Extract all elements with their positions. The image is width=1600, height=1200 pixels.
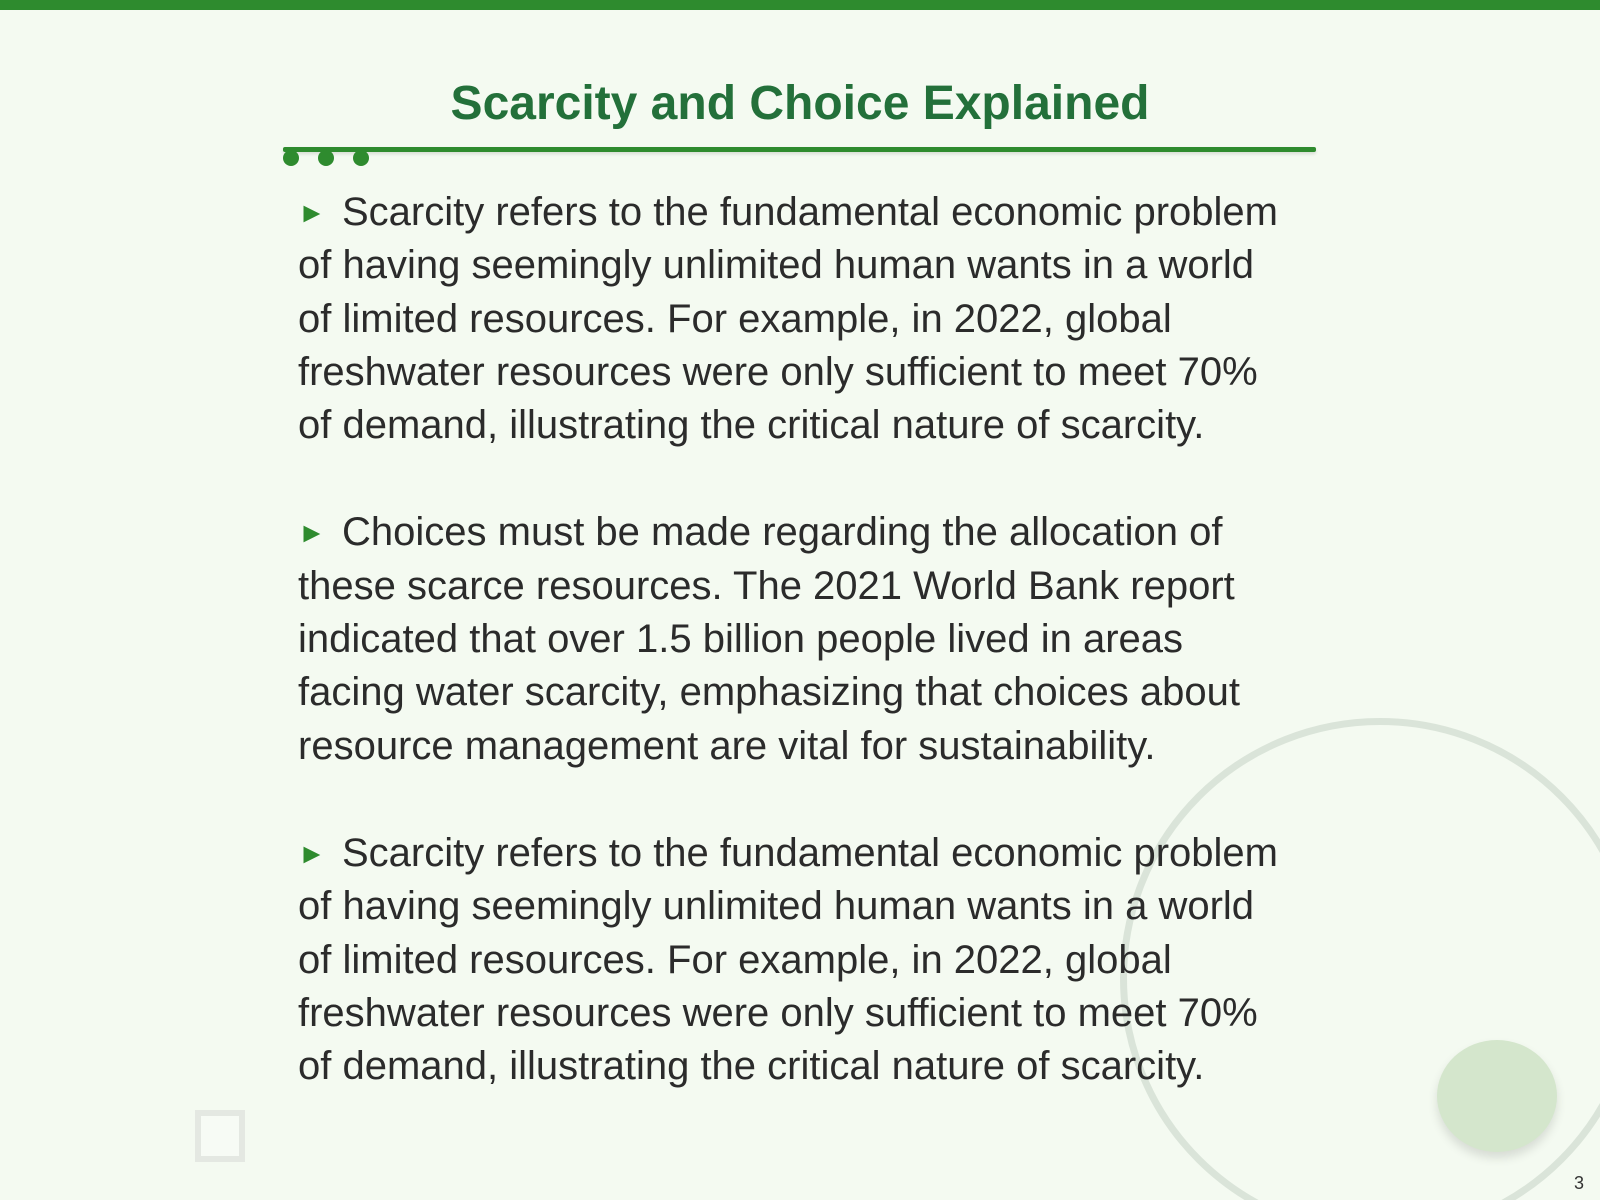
- bullet-item: [298, 186, 1288, 452]
- bullet-text: Scarcity refers to the fundamental economic problem of having seemingly unlimited human wants in a world of limited resources. For example, in 2022, global freshwater resources were only sufficient to meet 70% of demand, illustrating the critical nature of scarcity.: [298, 830, 1278, 1089]
- bullet-text: Scarcity refers to the fundamental economic problem of having seemingly unlimited human wants in a world of limited resources. For example, in 2022, global freshwater resources were only sufficient to meet 70% of demand, illustrating the critical nature of scarcity.: [298, 190, 1278, 448]
- title-underline-dot: [283, 150, 299, 166]
- bullet-text: Choices must be made regarding the allocation of these scarce resources. The 2021 World Bank report indicated that over 1.5 billion people lived in areas facing water scarcity, emphasizing that choices about resource management are vital for sustainability.: [298, 510, 1240, 768]
- title-underline-dot: [353, 150, 369, 166]
- bullet-item: [298, 506, 1288, 772]
- bullet-arrow-icon: ►: [298, 837, 326, 869]
- bullet-item: [298, 827, 1288, 1093]
- title-underline-dot: [318, 150, 334, 166]
- decorative-square: [195, 1110, 245, 1162]
- title-underline: [283, 147, 1316, 152]
- bullet-arrow-icon: ►: [298, 197, 326, 228]
- bullet-list: [298, 186, 1288, 1147]
- page-number: 3: [1573, 1173, 1584, 1193]
- top-accent-bar: [0, 0, 1600, 10]
- decorative-circle: [1437, 1040, 1557, 1152]
- bullet-arrow-icon: ►: [298, 517, 326, 549]
- slide-title: Scarcity and Choice Explained: [450, 77, 1150, 130]
